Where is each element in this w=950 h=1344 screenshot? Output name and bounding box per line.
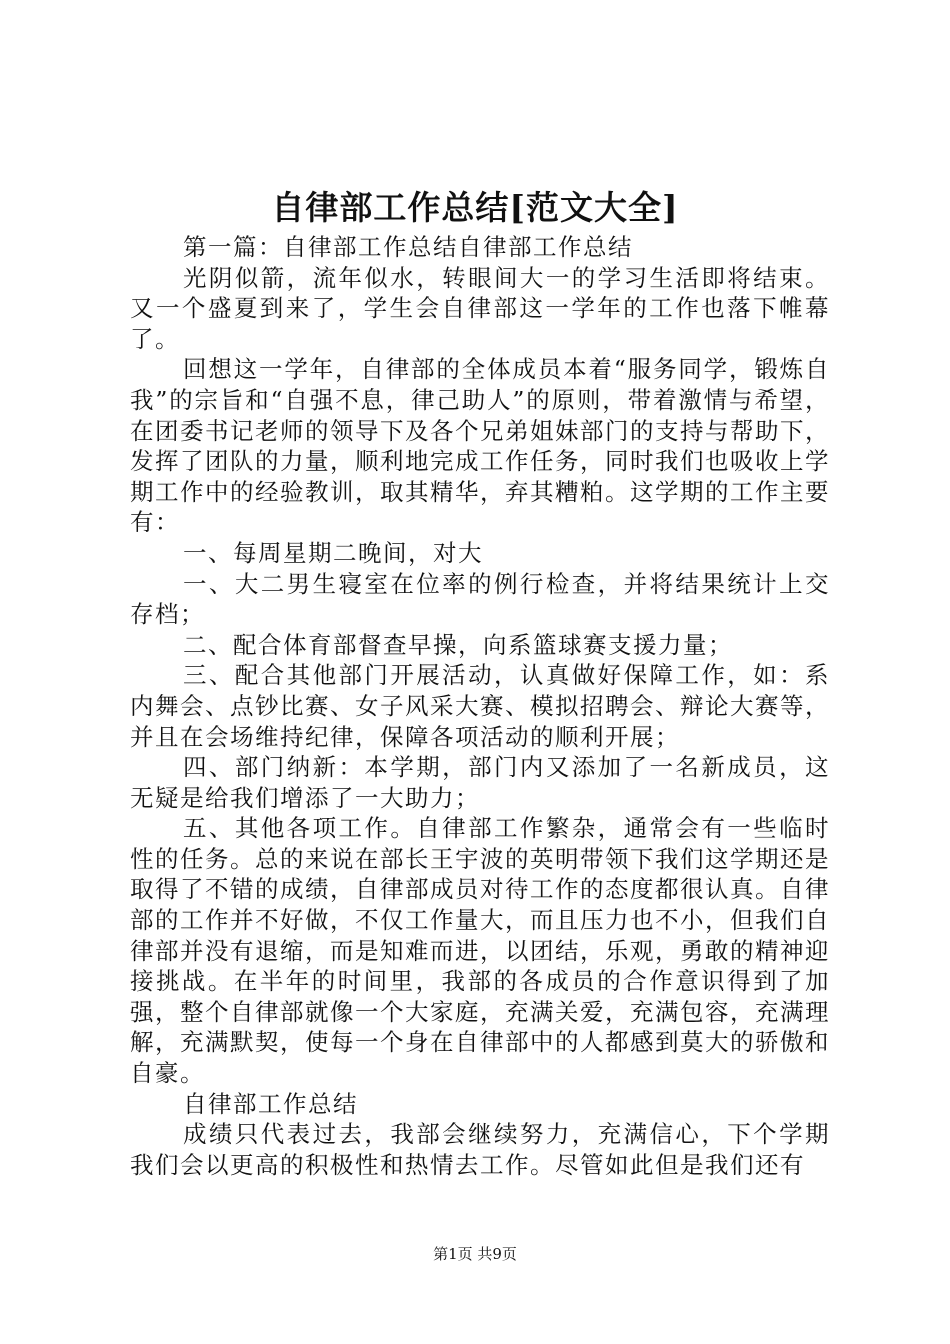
paragraph: 五、其他各项工作。自律部工作繁杂，通常会有一些临时性的任务。总的来说在部长王宇波的英明带领下我们这学期还是取得了不错的成绩，自律部成员对待工作的态度都很认真。自律部的工作并不好做，不仅工作量大，而且压力也不小，但我们自律部并没有退缩，而是知难而进，以团结，乐观，勇敢的精神迎接挑战。在半年的时间里，我部的各成员的合作意识得到了加强，整个自律部就像一个大家庭，充满关爱，充满包容，充满理解，充满默契，使每一个身在自律部中的人都感到莫大的骄傲和自豪。 bbox=[130, 814, 830, 1088]
paragraph: 回想这一学年，自律部的全体成员本着“服务同学，锻炼自我”的宗旨和“自强不息，律己助人”的原则，带着激情与希望，在团委书记老师的领导下及各个兄弟姐妹部门的支持与帮助下，发挥了团队的力量，顺利地完成工作任务，同时我们也吸收上学期工作中的经验教训，取其精华，弃其糟粕。这学期的工作主要有： bbox=[130, 355, 830, 537]
paragraph: 四、部门纳新：本学期，部门内又添加了一名新成员，这无疑是给我们增添了一大助力； bbox=[130, 753, 830, 812]
paragraph: 二、配合体育部督查早操，向系篮球赛支援力量； bbox=[183, 630, 733, 659]
paragraph: 一、每周星期二晚间，对大 bbox=[183, 538, 483, 567]
paragraph: 一、大二男生寝室在位率的例行检查，并将结果统计上交存档； bbox=[130, 569, 830, 629]
paragraph: 光阴似箭，流年似水，转眼间大一的学习生活即将结束。又一个盛夏到来了，学生会自律部这一学年的工作也落下帷幕了。 bbox=[130, 263, 830, 353]
paragraph-heading: 第一篇：自律部工作总结自律部工作总结 bbox=[183, 233, 633, 261]
document-body bbox=[130, 232, 830, 1180]
section-subheading: 自律部工作总结 bbox=[183, 1089, 358, 1118]
paragraph: 三、配合其他部门开展活动，认真做好保障工作，如：系内舞会、点钞比赛、女子风采大赛、模拟招聘会、辩论大赛等，并且在会场维持纪律，保障各项活动的顺利开展； bbox=[130, 661, 830, 751]
page-footer: 第1页 共9页 bbox=[433, 1245, 517, 1263]
paragraph: 成绩只代表过去，我部会继续努力，充满信心，下个学期我们会以更高的积极性和热情去工作。尽管如此但是我们还有 bbox=[130, 1120, 830, 1179]
document-title: 自律部工作总结[范文大全] bbox=[271, 188, 679, 227]
